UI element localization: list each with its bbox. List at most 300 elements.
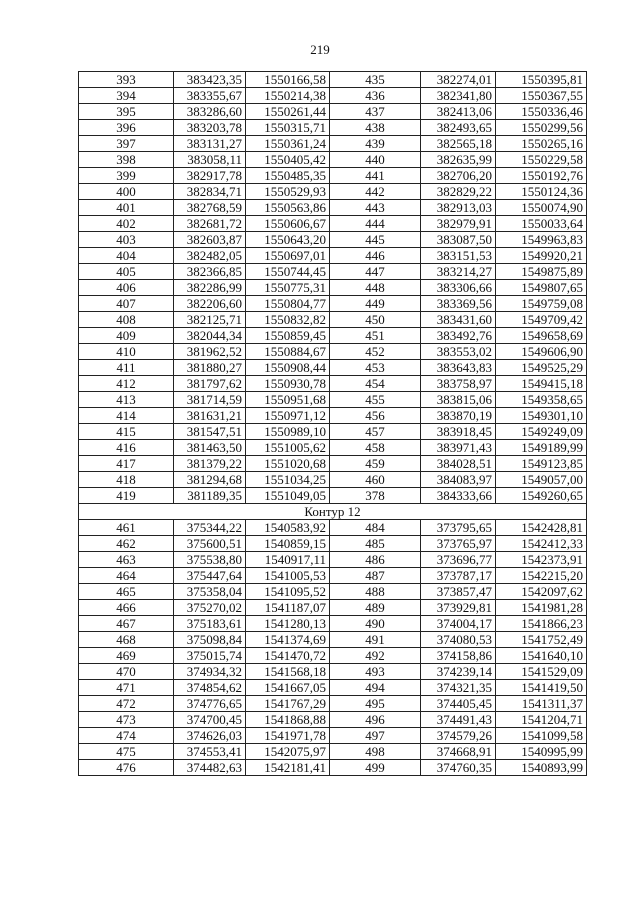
y-coordinate-cell: 1549709,42 [496,312,587,328]
x-coordinate-cell: 374004,17 [421,616,496,632]
x-coordinate-cell: 382603,87 [174,232,246,248]
table-row [79,136,587,152]
x-coordinate-cell: 374405,45 [421,696,496,712]
point-number-cell: 394 [79,88,174,104]
y-coordinate-cell: 1550989,10 [246,424,330,440]
point-number-cell: 465 [79,584,174,600]
x-coordinate-cell: 374491,43 [421,712,496,728]
y-coordinate-cell: 1542373,91 [496,552,587,568]
y-coordinate-cell: 1550884,67 [246,344,330,360]
table-row [79,152,587,168]
point-number-cell: 452 [330,344,421,360]
x-coordinate-cell: 383431,60 [421,312,496,328]
y-coordinate-cell: 1541095,52 [246,584,330,600]
point-number-cell: 435 [330,72,421,88]
y-coordinate-cell: 1550336,46 [496,104,587,120]
point-number-cell: 418 [79,472,174,488]
x-coordinate-cell: 373857,47 [421,584,496,600]
table-row [79,392,587,408]
table-row [79,168,587,184]
point-number-cell: 419 [79,488,174,504]
point-number-cell: 445 [330,232,421,248]
y-coordinate-cell: 1541419,50 [496,680,587,696]
y-coordinate-cell: 1550697,01 [246,248,330,264]
point-number-cell: 459 [330,456,421,472]
x-coordinate-cell: 382829,22 [421,184,496,200]
point-number-cell: 498 [330,744,421,760]
y-coordinate-cell: 1541640,10 [496,648,587,664]
y-coordinate-cell: 1549807,65 [496,280,587,296]
point-number-cell: 449 [330,296,421,312]
x-coordinate-cell: 382482,05 [174,248,246,264]
y-coordinate-cell: 1550606,67 [246,216,330,232]
section-header-row [79,504,587,520]
y-coordinate-cell: 1549658,69 [496,328,587,344]
x-coordinate-cell: 383643,83 [421,360,496,376]
table-row [79,632,587,648]
point-number-cell: 453 [330,360,421,376]
x-coordinate-cell: 374700,45 [174,712,246,728]
point-number-cell: 496 [330,712,421,728]
x-coordinate-cell: 384083,97 [421,472,496,488]
point-number-cell: 443 [330,200,421,216]
point-number-cell: 441 [330,168,421,184]
x-coordinate-cell: 382366,85 [174,264,246,280]
point-number-cell: 403 [79,232,174,248]
x-coordinate-cell: 384333,66 [421,488,496,504]
x-coordinate-cell: 374934,32 [174,664,246,680]
y-coordinate-cell: 1549260,65 [496,488,587,504]
table-row [79,232,587,248]
point-number-cell: 455 [330,392,421,408]
x-coordinate-cell: 381547,51 [174,424,246,440]
y-coordinate-cell: 1550265,16 [496,136,587,152]
x-coordinate-cell: 374553,41 [174,744,246,760]
y-coordinate-cell: 1551005,62 [246,440,330,456]
point-number-cell: 470 [79,664,174,680]
x-coordinate-cell: 374080,53 [421,632,496,648]
x-coordinate-cell: 382979,91 [421,216,496,232]
y-coordinate-cell: 1541529,09 [496,664,587,680]
point-number-cell: 414 [79,408,174,424]
table-row [79,472,587,488]
y-coordinate-cell: 1549415,18 [496,376,587,392]
y-coordinate-cell: 1550214,38 [246,88,330,104]
y-coordinate-cell: 1550229,58 [496,152,587,168]
x-coordinate-cell: 383553,02 [421,344,496,360]
point-number-cell: 396 [79,120,174,136]
x-coordinate-cell: 383087,50 [421,232,496,248]
point-number-cell: 408 [79,312,174,328]
x-coordinate-cell: 384028,51 [421,456,496,472]
point-number-cell: 451 [330,328,421,344]
point-number-cell: 412 [79,376,174,392]
x-coordinate-cell: 382274,01 [421,72,496,88]
table-row [79,296,587,312]
y-coordinate-cell: 1541568,18 [246,664,330,680]
point-number-cell: 463 [79,552,174,568]
point-number-cell: 444 [330,216,421,232]
y-coordinate-cell: 1550074,90 [496,200,587,216]
x-coordinate-cell: 375015,74 [174,648,246,664]
point-number-cell: 436 [330,88,421,104]
point-number-cell: 440 [330,152,421,168]
x-coordinate-cell: 382635,99 [421,152,496,168]
x-coordinate-cell: 374668,91 [421,744,496,760]
point-number-cell: 484 [330,520,421,536]
x-coordinate-cell: 374158,86 [421,648,496,664]
x-coordinate-cell: 374321,35 [421,680,496,696]
y-coordinate-cell: 1550485,35 [246,168,330,184]
y-coordinate-cell: 1550367,55 [496,88,587,104]
x-coordinate-cell: 381714,59 [174,392,246,408]
y-coordinate-cell: 1540859,15 [246,536,330,552]
page-number: 219 [310,42,330,57]
point-number-cell: 437 [330,104,421,120]
y-coordinate-cell: 1549525,29 [496,360,587,376]
y-coordinate-cell: 1550563,86 [246,200,330,216]
y-coordinate-cell: 1550744,45 [246,264,330,280]
point-number-cell: 399 [79,168,174,184]
x-coordinate-cell: 374760,35 [421,760,496,776]
x-coordinate-cell: 382917,78 [174,168,246,184]
x-coordinate-cell: 381962,52 [174,344,246,360]
point-number-cell: 404 [79,248,174,264]
point-number-cell: 402 [79,216,174,232]
x-coordinate-cell: 382706,20 [421,168,496,184]
y-coordinate-cell: 1549963,83 [496,232,587,248]
x-coordinate-cell: 381189,35 [174,488,246,504]
x-coordinate-cell: 375538,80 [174,552,246,568]
point-number-cell: 461 [79,520,174,536]
point-number-cell: 413 [79,392,174,408]
point-number-cell: 458 [330,440,421,456]
y-coordinate-cell: 1541981,28 [496,600,587,616]
x-coordinate-cell: 375358,04 [174,584,246,600]
y-coordinate-cell: 1542428,81 [496,520,587,536]
section-header [79,504,587,520]
coordinates-block-2 [79,520,587,776]
y-coordinate-cell: 1541752,49 [496,632,587,648]
x-coordinate-cell: 383870,19 [421,408,496,424]
x-coordinate-cell: 373787,17 [421,568,496,584]
point-number-cell: 447 [330,264,421,280]
table-row [79,104,587,120]
point-number-cell: 398 [79,152,174,168]
point-number-cell: 446 [330,248,421,264]
table-row [79,264,587,280]
x-coordinate-cell: 382565,18 [421,136,496,152]
x-coordinate-cell: 381379,22 [174,456,246,472]
y-coordinate-cell: 1550951,68 [246,392,330,408]
table-row [79,728,587,744]
y-coordinate-cell: 1550261,44 [246,104,330,120]
table-row [79,376,587,392]
point-number-cell: 471 [79,680,174,696]
x-coordinate-cell: 375447,64 [174,568,246,584]
x-coordinate-cell: 374239,14 [421,664,496,680]
y-coordinate-cell: 1541971,78 [246,728,330,744]
table-row [79,744,587,760]
x-coordinate-cell: 383203,78 [174,120,246,136]
table-row [79,408,587,424]
point-number-cell: 395 [79,104,174,120]
point-number-cell: 406 [79,280,174,296]
point-number-cell: 409 [79,328,174,344]
point-number-cell: 499 [330,760,421,776]
x-coordinate-cell: 382125,71 [174,312,246,328]
point-number-cell: 439 [330,136,421,152]
point-number-cell: 493 [330,664,421,680]
point-number-cell: 488 [330,584,421,600]
point-number-cell: 400 [79,184,174,200]
point-number-cell: 495 [330,696,421,712]
y-coordinate-cell: 1542412,33 [496,536,587,552]
point-number-cell: 464 [79,568,174,584]
point-number-cell: 442 [330,184,421,200]
point-number-cell: 492 [330,648,421,664]
y-coordinate-cell: 1541866,23 [496,616,587,632]
y-coordinate-cell: 1550832,82 [246,312,330,328]
y-coordinate-cell: 1542181,41 [246,760,330,776]
x-coordinate-cell: 383058,11 [174,152,246,168]
point-number-cell: 450 [330,312,421,328]
x-coordinate-cell: 381797,62 [174,376,246,392]
table-row [79,664,587,680]
x-coordinate-cell: 374776,65 [174,696,246,712]
point-number-cell: 457 [330,424,421,440]
table-row [79,120,587,136]
table-row [79,680,587,696]
table-row [79,520,587,536]
x-coordinate-cell: 382493,65 [421,120,496,136]
y-coordinate-cell: 1541470,72 [246,648,330,664]
table-row [79,760,587,776]
point-number-cell: 405 [79,264,174,280]
x-coordinate-cell: 381631,21 [174,408,246,424]
y-coordinate-cell: 1550971,12 [246,408,330,424]
y-coordinate-cell: 1541005,53 [246,568,330,584]
y-coordinate-cell: 1550804,77 [246,296,330,312]
x-coordinate-cell: 374854,62 [174,680,246,696]
x-coordinate-cell: 382206,60 [174,296,246,312]
point-number-cell: 486 [330,552,421,568]
table-row [79,712,587,728]
point-number-cell: 466 [79,600,174,616]
x-coordinate-cell: 382681,72 [174,216,246,232]
y-coordinate-cell: 1541374,69 [246,632,330,648]
y-coordinate-cell: 1542075,97 [246,744,330,760]
x-coordinate-cell: 381463,50 [174,440,246,456]
x-coordinate-cell: 383214,27 [421,264,496,280]
y-coordinate-cell: 1549249,09 [496,424,587,440]
point-number-cell: 475 [79,744,174,760]
table-row [79,312,587,328]
x-coordinate-cell: 373696,77 [421,552,496,568]
x-coordinate-cell: 383971,43 [421,440,496,456]
point-number-cell: 474 [79,728,174,744]
point-number-cell: 416 [79,440,174,456]
y-coordinate-cell: 1551020,68 [246,456,330,472]
coordinates-table [78,71,587,776]
y-coordinate-cell: 1550529,93 [246,184,330,200]
y-coordinate-cell: 1550299,56 [496,120,587,136]
x-coordinate-cell: 374579,26 [421,728,496,744]
y-coordinate-cell: 1540583,92 [246,520,330,536]
table-row [79,248,587,264]
x-coordinate-cell: 382913,03 [421,200,496,216]
y-coordinate-cell: 1550859,45 [246,328,330,344]
point-number-cell: 415 [79,424,174,440]
x-coordinate-cell: 383286,60 [174,104,246,120]
x-coordinate-cell: 375270,02 [174,600,246,616]
table-row [79,88,587,104]
y-coordinate-cell: 1541280,13 [246,616,330,632]
x-coordinate-cell: 383492,76 [421,328,496,344]
y-coordinate-cell: 1549189,99 [496,440,587,456]
y-coordinate-cell: 1550361,24 [246,136,330,152]
x-coordinate-cell: 383369,56 [421,296,496,312]
x-coordinate-cell: 383918,45 [421,424,496,440]
y-coordinate-cell: 1540917,11 [246,552,330,568]
y-coordinate-cell: 1540995,99 [496,744,587,760]
x-coordinate-cell: 373795,65 [421,520,496,536]
x-coordinate-cell: 382768,59 [174,200,246,216]
y-coordinate-cell: 1540893,99 [496,760,587,776]
coordinates-block-1 [79,72,587,504]
table-row [79,552,587,568]
y-coordinate-cell: 1549301,10 [496,408,587,424]
y-coordinate-cell: 1550192,76 [496,168,587,184]
x-coordinate-cell: 383758,97 [421,376,496,392]
x-coordinate-cell: 373929,81 [421,600,496,616]
y-coordinate-cell: 1550124,36 [496,184,587,200]
table-row [79,696,587,712]
x-coordinate-cell: 382286,99 [174,280,246,296]
y-coordinate-cell: 1549920,21 [496,248,587,264]
x-coordinate-cell: 383423,35 [174,72,246,88]
table-row [79,184,587,200]
x-coordinate-cell: 383131,27 [174,136,246,152]
table-row [79,424,587,440]
point-number-cell: 460 [330,472,421,488]
y-coordinate-cell: 1549358,65 [496,392,587,408]
table-row [79,536,587,552]
point-number-cell: 473 [79,712,174,728]
y-coordinate-cell: 1550315,71 [246,120,330,136]
table-row [79,584,587,600]
y-coordinate-cell: 1542215,20 [496,568,587,584]
table-row [79,360,587,376]
table-row [79,616,587,632]
section-title: Контур 12 [79,504,587,520]
table-row [79,568,587,584]
x-coordinate-cell: 375600,51 [174,536,246,552]
point-number-cell: 476 [79,760,174,776]
table-row [79,200,587,216]
point-number-cell: 485 [330,536,421,552]
y-coordinate-cell: 1550033,64 [496,216,587,232]
y-coordinate-cell: 1550775,31 [246,280,330,296]
table-row [79,600,587,616]
point-number-cell: 407 [79,296,174,312]
point-number-cell: 456 [330,408,421,424]
point-number-cell: 417 [79,456,174,472]
x-coordinate-cell: 373765,97 [421,536,496,552]
point-number-cell: 397 [79,136,174,152]
point-number-cell: 378 [330,488,421,504]
table-row [79,440,587,456]
x-coordinate-cell: 375098,84 [174,632,246,648]
x-coordinate-cell: 381294,68 [174,472,246,488]
table-row [79,216,587,232]
y-coordinate-cell: 1541767,29 [246,696,330,712]
x-coordinate-cell: 375344,22 [174,520,246,536]
y-coordinate-cell: 1542097,62 [496,584,587,600]
y-coordinate-cell: 1550395,81 [496,72,587,88]
x-coordinate-cell: 383151,53 [421,248,496,264]
point-number-cell: 401 [79,200,174,216]
y-coordinate-cell: 1541204,71 [496,712,587,728]
point-number-cell: 467 [79,616,174,632]
x-coordinate-cell: 383815,06 [421,392,496,408]
point-number-cell: 487 [330,568,421,584]
y-coordinate-cell: 1549875,89 [496,264,587,280]
x-coordinate-cell: 382044,34 [174,328,246,344]
point-number-cell: 468 [79,632,174,648]
point-number-cell: 497 [330,728,421,744]
y-coordinate-cell: 1541311,37 [496,696,587,712]
y-coordinate-cell: 1549759,08 [496,296,587,312]
x-coordinate-cell: 374626,03 [174,728,246,744]
point-number-cell: 489 [330,600,421,616]
table-row [79,328,587,344]
x-coordinate-cell: 375183,61 [174,616,246,632]
point-number-cell: 494 [330,680,421,696]
table-row [79,488,587,504]
point-number-cell: 490 [330,616,421,632]
point-number-cell: 448 [330,280,421,296]
point-number-cell: 491 [330,632,421,648]
y-coordinate-cell: 1541868,88 [246,712,330,728]
y-coordinate-cell: 1550930,78 [246,376,330,392]
x-coordinate-cell: 383355,67 [174,88,246,104]
x-coordinate-cell: 383306,66 [421,280,496,296]
table-row [79,344,587,360]
y-coordinate-cell: 1541187,07 [246,600,330,616]
y-coordinate-cell: 1551049,05 [246,488,330,504]
point-number-cell: 462 [79,536,174,552]
point-number-cell: 472 [79,696,174,712]
point-number-cell: 410 [79,344,174,360]
y-coordinate-cell: 1550405,42 [246,152,330,168]
table-row [79,72,587,88]
y-coordinate-cell: 1551034,25 [246,472,330,488]
y-coordinate-cell: 1550908,44 [246,360,330,376]
x-coordinate-cell: 381880,27 [174,360,246,376]
point-number-cell: 393 [79,72,174,88]
x-coordinate-cell: 374482,63 [174,760,246,776]
point-number-cell: 454 [330,376,421,392]
table-row [79,648,587,664]
y-coordinate-cell: 1550643,20 [246,232,330,248]
x-coordinate-cell: 382834,71 [174,184,246,200]
table-row [79,280,587,296]
point-number-cell: 411 [79,360,174,376]
y-coordinate-cell: 1541099,58 [496,728,587,744]
y-coordinate-cell: 1549123,85 [496,456,587,472]
y-coordinate-cell: 1549606,90 [496,344,587,360]
